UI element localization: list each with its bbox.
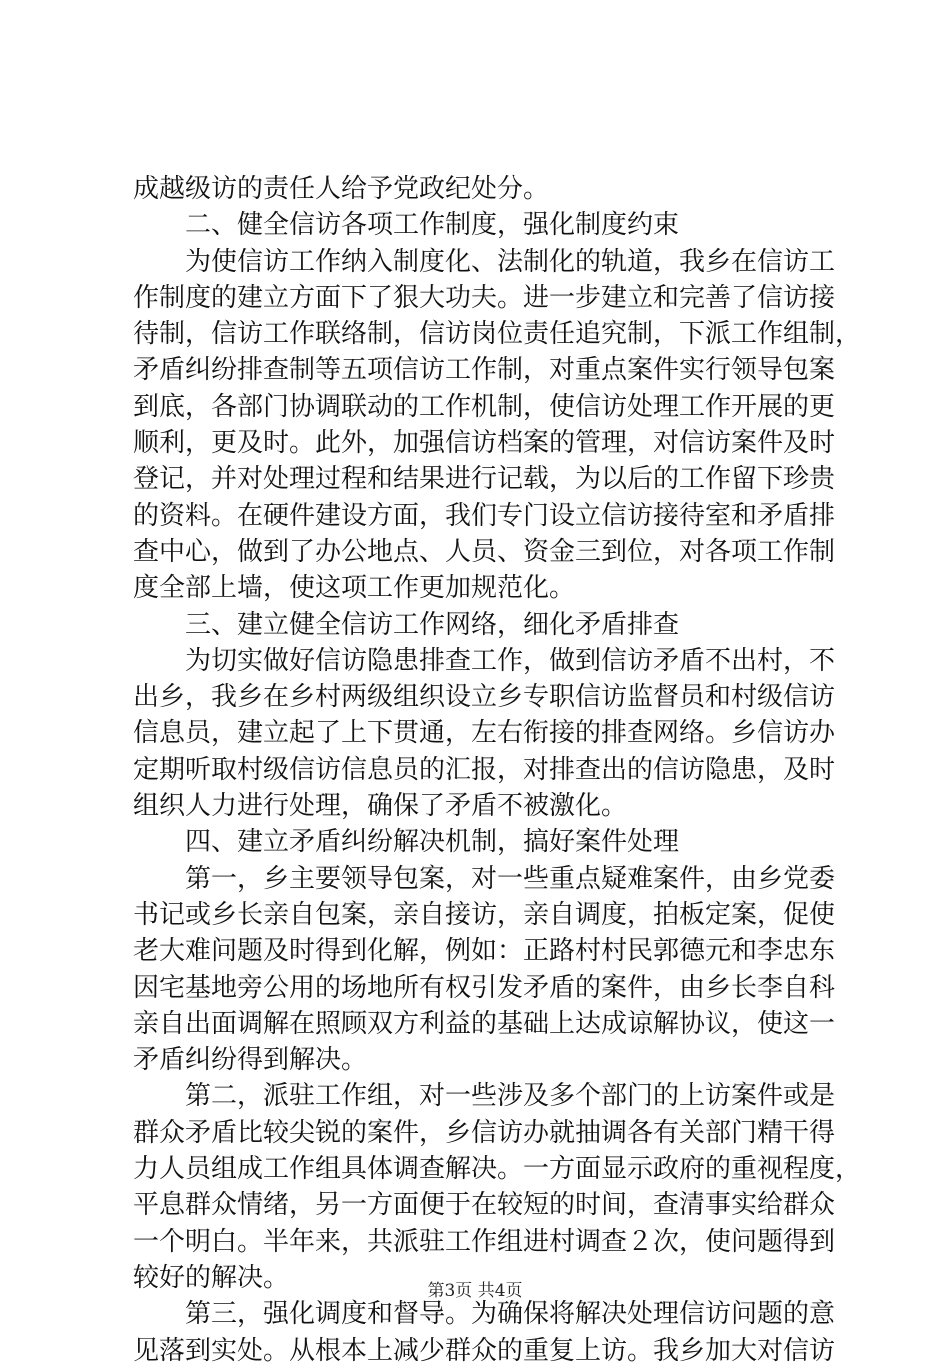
- section-heading: 四、建立矛盾纠纷解决机制，搞好案件处理: [185, 827, 680, 858]
- text-line: 待制，信访工作联络制，信访岗位责任追究制，下派工作组制，: [133, 319, 862, 350]
- text-line: 为使信访工作纳入制度化、法制化的轨道，我乡在信访工: [185, 246, 836, 277]
- text-line: 矛盾纠纷排查制等五项信访工作制，对重点案件实行领导包案: [133, 355, 836, 386]
- text-line: 第三，强化调度和督导。为确保将解决处理信访问题的意: [185, 1299, 836, 1330]
- text-line: 矛盾纠纷得到解决。: [133, 1045, 368, 1076]
- text-line: 为切实做好信访隐患排查工作，做到信访矛盾不出村，不: [185, 645, 836, 676]
- text-line: 成越级访的责任人给予党政纪处分。: [133, 174, 550, 204]
- text-line: 出乡，我乡在乡村两级组织设立乡专职信访监督员和村级信访: [133, 682, 836, 713]
- page-number-footer: 第3页 共4页: [427, 1281, 523, 1301]
- section-heading: 三、建立健全信访工作网络，细化矛盾排查: [185, 609, 680, 640]
- text-line: 定期听取村级信访信息员的汇报，对排查出的信访隐患，及时: [133, 754, 836, 785]
- text-line: 的资料。在硬件建设方面，我们专门设立信访接待室和矛盾排: [133, 500, 836, 531]
- text-line: 力人员组成工作组具体调查解决。一方面显示政府的重视程度，: [133, 1154, 862, 1185]
- text-line: 书记或乡长亲自包案，亲自接访，亲自调度，拍板定案，促使: [133, 899, 836, 930]
- text-line: 组织人力进行处理，确保了矛盾不被激化。: [133, 791, 628, 822]
- section-heading: 二、健全信访各项工作制度，强化制度约束: [185, 210, 680, 241]
- text-line: 度全部上墙，使这项工作更加规范化。: [133, 573, 576, 604]
- text-line: 顺利，更及时。此外，加强信访档案的管理，对信访案件及时: [133, 428, 836, 459]
- text-line: 作制度的建立方面下了狠大功夫。进一步建立和完善了信访接: [133, 282, 836, 313]
- text-line: 见落到实处。从根本上减少群众的重复上访。我乡加大对信访: [133, 1335, 836, 1366]
- text-line: 较好的解决。: [133, 1262, 290, 1293]
- text-line: 信息员，建立起了上下贯通，左右衔接的排查网络。乡信访办: [133, 718, 836, 749]
- text-line: 群众矛盾比较尖锐的案件，乡信访办就抽调各有关部门精干得: [133, 1117, 836, 1148]
- document-body: [133, 171, 862, 1369]
- text-line: 第二，派驻工作组，对一些涉及多个部门的上访案件或是: [185, 1081, 836, 1112]
- text-line: 第一，乡主要领导包案，对一些重点疑难案件，由乡党委: [185, 863, 836, 894]
- text-line: 一个明白。半年来，共派驻工作组进村调查２次，使问题得到: [133, 1226, 836, 1257]
- text-line: 登记，并对处理过程和结果进行记载，为以后的工作留下珍贵: [133, 464, 836, 495]
- text-line: 平息群众情绪，另一方面便于在较短的时间，查清事实给群众: [133, 1190, 836, 1221]
- text-line: 老大难问题及时得到化解，例如：正路村村民郭德元和李忠东: [133, 936, 836, 967]
- text-line: 亲自出面调解在照顾双方利益的基础上达成谅解协议，使这一: [133, 1008, 836, 1039]
- text-line: 到底，各部门协调联动的工作机制，使信访处理工作开展的更: [133, 391, 836, 422]
- text-line: 因宅基地旁公用的场地所有权引发矛盾的案件，由乡长李自科: [133, 972, 836, 1003]
- text-line: 查中心，做到了办公地点、人员、资金三到位，对各项工作制: [133, 536, 836, 567]
